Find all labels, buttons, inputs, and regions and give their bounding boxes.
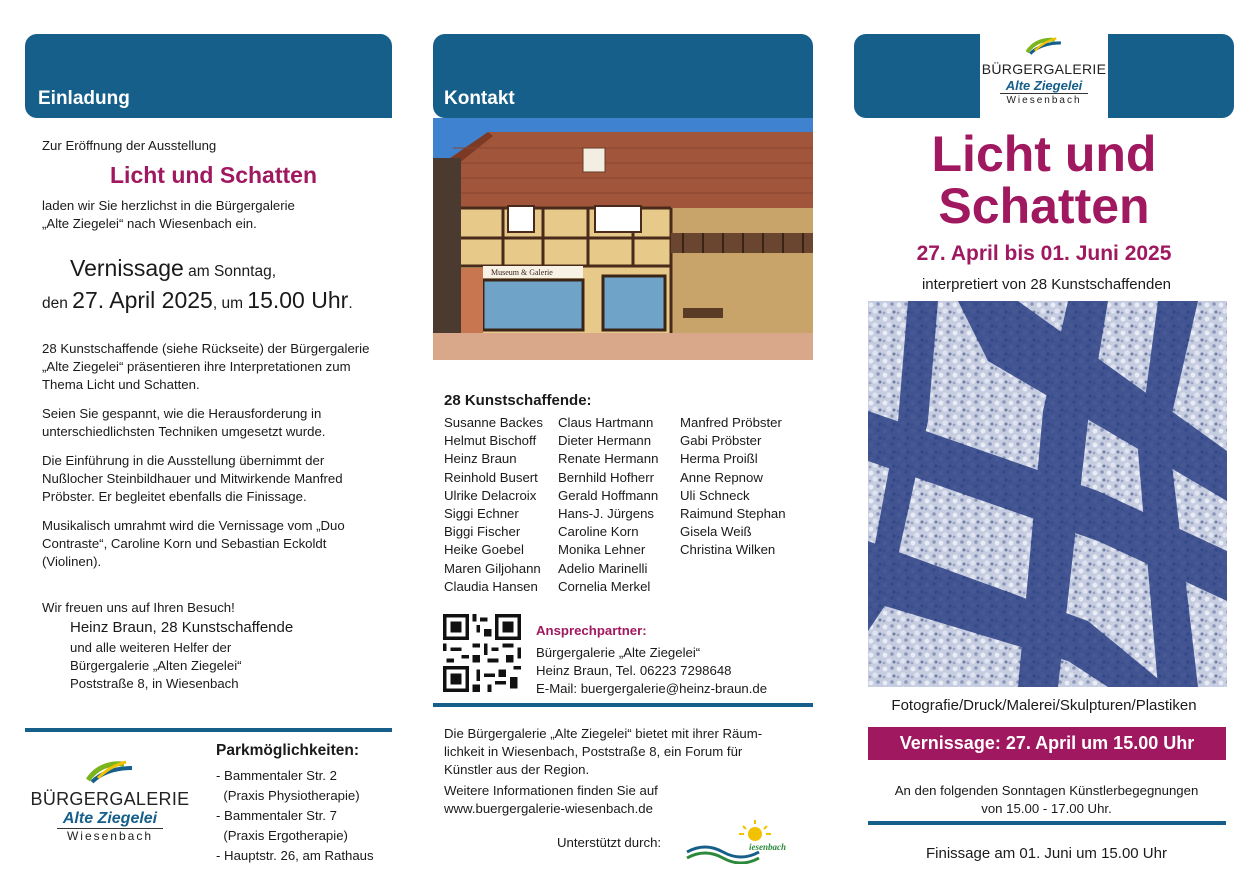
info-line: Weitere Informationen finden Sie auf bbox=[444, 783, 658, 798]
website-link[interactable]: www.buergergalerie-wiesenbach.de bbox=[444, 801, 653, 816]
gallery-logo bbox=[30, 760, 190, 843]
artist-name: Raimund Stephan bbox=[680, 506, 786, 522]
artist-name: Christina Wilken bbox=[680, 542, 776, 558]
vernissage-line-1 bbox=[70, 255, 276, 282]
gallery-building-photo bbox=[433, 118, 813, 360]
artist-name: Biggi Fischer bbox=[444, 524, 521, 540]
contact-gallery: Bürgergalerie „Alte Ziegelei“ bbox=[536, 645, 701, 660]
artist-name: Dieter Hermann bbox=[558, 433, 652, 449]
vernissage-line-2 bbox=[42, 287, 353, 314]
parking-title: Parkmöglichkeiten: bbox=[216, 742, 359, 759]
artist-name: Gisela Weiß bbox=[680, 524, 752, 540]
um-label: , um bbox=[212, 295, 248, 312]
logo-line-2: Alte Ziegelei bbox=[57, 810, 163, 829]
cover-header-bar-right bbox=[1108, 34, 1234, 118]
contact-email[interactable]: E-Mail: buergergalerie@heinz-braun.de bbox=[536, 681, 768, 696]
artist-name: Claudia Hansen bbox=[444, 578, 538, 594]
artist-name: Maren Giljohann bbox=[444, 560, 541, 576]
cover-title-1: Licht und bbox=[931, 126, 1157, 182]
meet-line-1: An den folgenden Sonntagen Künstlerbegegnungen bbox=[894, 783, 1199, 798]
invite-line-1: laden wir Sie herzlichst in die Bürgergalerie bbox=[42, 198, 295, 213]
greeting: Wir freuen uns auf Ihren Besuch! bbox=[42, 600, 235, 615]
artist-name: Caroline Korn bbox=[558, 524, 639, 540]
paragraph-challenge: Seien Sie gespannt, wie die Herausforderung in unterschiedlichsten Techniken umgesetzt wurde. bbox=[42, 406, 326, 439]
cover-header-bar-left bbox=[854, 34, 980, 118]
artist-name: Gerald Hoffmann bbox=[558, 487, 659, 503]
artist-name: Heike Goebel bbox=[444, 542, 524, 558]
parking-3: (Praxis Ergotherapie) bbox=[216, 828, 348, 843]
sponsor-name: iesenbach bbox=[749, 842, 786, 852]
logo-line-1: BÜRGERGALERIE bbox=[981, 61, 1107, 77]
artist-name: Ulrike Delacroix bbox=[444, 487, 537, 503]
artist-name: Uli Schneck bbox=[680, 487, 750, 503]
finissage: Finissage am 01. Juni um 15.00 Uhr bbox=[926, 845, 1167, 862]
gallery-logo-top bbox=[980, 36, 1108, 106]
artist-name: Hans-J. Jürgens bbox=[558, 506, 655, 522]
vernissage-date: 27. April 2025 bbox=[72, 287, 213, 313]
about-line-3: Künstler aus der Region. bbox=[444, 762, 590, 777]
exhibition-title: Licht und Schatten bbox=[110, 162, 317, 188]
signature-line-3: Bürgergalerie „Alten Ziegelei“ bbox=[70, 658, 242, 673]
invite-line-2: „Alte Ziegelei“ nach Wiesenbach ein. bbox=[42, 216, 257, 231]
artist-name: Anne Repnow bbox=[680, 469, 763, 485]
cover-interpreted: interpretiert von 28 Kunstschaffenden bbox=[921, 276, 1172, 293]
period: . bbox=[348, 295, 353, 312]
wiesenbach-sponsor-logo bbox=[685, 820, 805, 864]
signature-line-2: und alle weiteren Helfer der bbox=[70, 640, 232, 655]
den-label: den bbox=[42, 295, 73, 312]
paragraph-artists: 28 Kunstschaffende (siehe Rückseite) der Bürgergalerie „Alte Ziegelei“ präsentieren ihre Interpretationen zum Thema Licht und Schatten. bbox=[42, 341, 370, 392]
invitation-header-bar bbox=[25, 34, 392, 118]
divider-rule bbox=[433, 703, 813, 707]
artist-name: Bernhild Hofherr bbox=[558, 469, 655, 485]
cover-title-2: Schatten bbox=[938, 178, 1150, 234]
parking-1: (Praxis Physiotherapie) bbox=[216, 788, 360, 803]
intro-text: Zur Eröffnung der Ausstellung bbox=[42, 138, 217, 153]
contact-header: Kontakt bbox=[444, 88, 515, 109]
artist-name: Adelio Marinelli bbox=[558, 560, 648, 576]
artist-name: Renate Hermann bbox=[558, 451, 659, 467]
vernissage-word: Vernissage bbox=[70, 255, 184, 281]
parking-0: - Bammentaler Str. 2 bbox=[216, 768, 337, 783]
logo-line-3: Wiesenbach bbox=[66, 829, 154, 843]
vernissage-sunday: am Sonntag, bbox=[183, 263, 277, 280]
logo-swoosh-icon bbox=[1021, 36, 1067, 56]
techniques: Fotografie/Druck/Malerei/Skulpturen/Plastiken bbox=[891, 697, 1197, 714]
qr-code[interactable] bbox=[443, 614, 521, 692]
artist-name: Claus Hartmann bbox=[558, 415, 654, 430]
divider-rule bbox=[868, 821, 1226, 825]
paragraph-introduction: Die Einführung in die Ausstellung übernimmt der Nußlocher Steinbildhauer und Mitwirkende Manfred Pröbster. Er begleitet ebenfalls die Finissage. bbox=[42, 453, 343, 504]
logo-line-2: Alte Ziegelei bbox=[1000, 78, 1089, 94]
contact-phone: Heinz Braun, Tel. 06223 7298648 bbox=[536, 663, 732, 678]
logo-swoosh-icon bbox=[80, 760, 140, 784]
artist-name: Gabi Pröbster bbox=[680, 433, 762, 449]
about-line-2: lichkeit in Wiesenbach, Poststraße 8, ein Forum für bbox=[444, 744, 743, 759]
supported-by: Unterstützt durch: bbox=[557, 835, 662, 850]
about-line-1: Die Bürgergalerie „Alte Ziegelei“ bietet mit ihrer Räum- bbox=[444, 726, 763, 741]
cover-panel bbox=[854, 0, 1234, 893]
contact-title: Ansprechpartner: bbox=[536, 623, 647, 638]
artist-name: Siggi Echner bbox=[444, 506, 519, 522]
building-sign: Museum & Galerie bbox=[491, 268, 553, 277]
meet-line-2: von 15.00 - 17.00 Uhr. bbox=[981, 801, 1112, 816]
invitation-header: Einladung bbox=[38, 88, 130, 109]
artist-name: Reinhold Busert bbox=[444, 469, 538, 485]
contact-panel bbox=[433, 0, 813, 893]
artist-name: Cornelia Merkel bbox=[558, 578, 651, 594]
cover-dates: 27. April bis 01. Juni 2025 bbox=[916, 242, 1172, 265]
parking-4: - Hauptstr. 26, am Rathaus bbox=[216, 848, 374, 863]
logo-line-3: Wiesenbach bbox=[1006, 95, 1082, 106]
artist-name: Monika Lehner bbox=[558, 542, 646, 558]
artists-column-2 bbox=[558, 414, 658, 596]
artists-column-1 bbox=[444, 414, 543, 596]
signature-line-4: Poststraße 8, in Wiesenbach bbox=[70, 676, 239, 691]
artist-name: Helmut Bischoff bbox=[444, 433, 537, 449]
artist-name: Heinz Braun bbox=[444, 451, 517, 467]
artist-name: Herma Proißl bbox=[680, 451, 758, 467]
vernissage-time: 15.00 Uhr bbox=[247, 287, 349, 313]
paragraph-music: Musikalisch umrahmt wird die Vernissage vom „Duo Contraste“, Caroline Korn und Sebastian Eckoldt (Violinen). bbox=[42, 518, 345, 569]
vernissage-banner: Vernissage: 27. April um 15.00 Uhr bbox=[868, 727, 1226, 760]
divider-rule bbox=[25, 728, 392, 732]
artist-name: Susanne Backes bbox=[444, 415, 543, 430]
artists-title: 28 Kunstschaffende: bbox=[444, 392, 592, 409]
logo-line-1: BÜRGERGALERIE bbox=[30, 789, 190, 809]
shadow-gravel-photo bbox=[868, 301, 1227, 687]
contact-header-bar bbox=[433, 34, 813, 118]
signature-line-1: Heinz Braun, 28 Kunstschaffende bbox=[70, 619, 294, 636]
parking-2: - Bammentaler Str. 7 bbox=[216, 808, 337, 823]
artists-column-3 bbox=[680, 414, 786, 560]
artist-name: Manfred Pröbster bbox=[680, 415, 782, 430]
invitation-panel bbox=[25, 0, 392, 893]
